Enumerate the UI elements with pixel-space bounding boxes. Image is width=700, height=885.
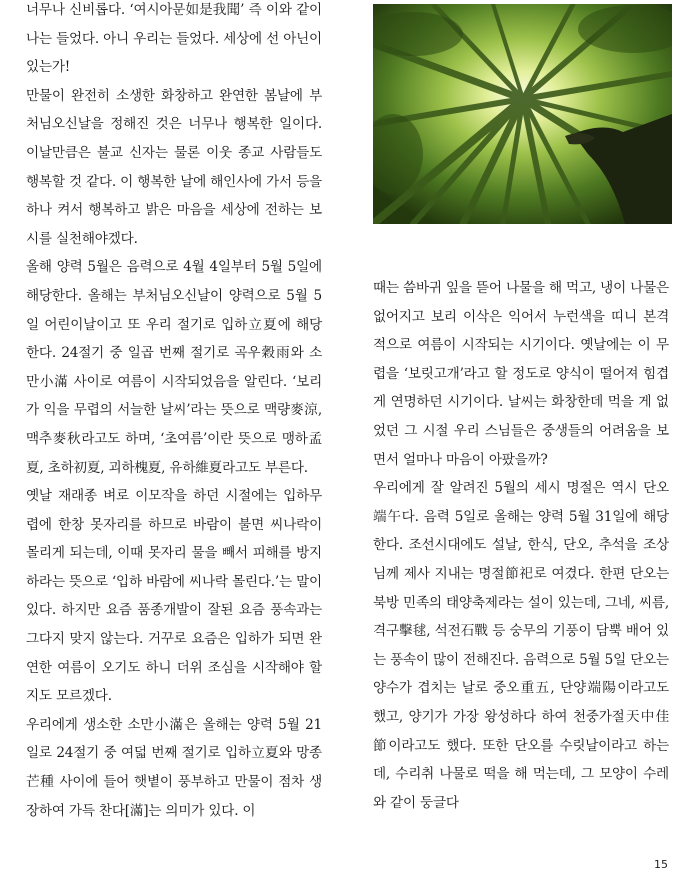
right-text-column bbox=[373, 274, 669, 817]
paragraph: 때는 씀바귀 잎을 뜯어 나물을 해 먹고, 냉이 나물은 없어지고 보리 이삭은 익어서 누런색을 띠니 본격적으로 여름이 시작되는 시기이다. 옛날에는 이 무렵을 ‘보릿고개’라고 할 정도로 양식이 떨어져 힘겹게 연명하던 시기이다. 날씨는 화창한데 먹을 게 없었던 그 시절 우리 스님들은 중생들의 어려움을 보면서 얼마나 마음이 아팠을까? bbox=[373, 280, 669, 468]
paragraph: 올해 양력 5월은 음력으로 4월 4일부터 5월 5일에 해당한다. 올해는 부처님오신날이 양력으로 5월 5일 어린이날이고 또 우리 절기로 입하立夏에 해당한다. 24절기 중 일곱 번째 절기로 곡우穀雨와 소만小滿 사이로 여름이 시작되었음을 알린다. ‘보리가 익을 무렵의 서늘한 날씨’라는 뜻으로 맥량麥涼, 맥추麥秋라고도 하며, ‘초여름’이란 뜻으로 맹하孟夏, 초하初夏, 괴하槐夏, 유하維夏라고도 부른다. bbox=[26, 259, 322, 476]
left-text-column bbox=[26, 0, 322, 825]
paragraph: 우리에게 생소한 소만小滿은 올해는 양력 5월 21일로 24절기 중 여덟 번째 절기로 입하立夏와 망종芒種 사이에 들어 햇볕이 풍부하고 만물이 점차 생장하여 가득 찬다[滿]는 의미가 있다. 이 bbox=[26, 716, 322, 819]
bamboo-forest-photo bbox=[373, 4, 672, 224]
page-number: 15 bbox=[654, 858, 668, 871]
paragraph: 옛날 재래종 벼로 이모작을 하던 시절에는 입하무렵에 한창 못자리를 하므로 바람이 불면 씨나락이 몰리게 되는데, 이때 못자리 물을 빼서 피해를 방지하라는 뜻으로 ‘입하 바람에 씨나락 몰린다.’는 말이 있다. 하지만 요즘 품종개발이 잘된 요즘 풍속과는 그다지 맞지 않는다. 거꾸로 요즘은 입하가 되면 완연한 여름이 오기도 하니 더위 조심을 시작해야 할지도 모르겠다. bbox=[26, 488, 322, 705]
paragraph: 만물이 완전히 소생한 화창하고 완연한 봄날에 부처님오신날을 정해진 것은 너무나 행복한 일이다. 이날만큼은 불교 신자는 물론 이웃 종교 사람들도 행복할 것 같다. 이 행복한 날에 해인사에 가서 등을 하나 켜서 행복하고 밝은 마음을 세상에 전하는 보시를 실천해야겠다. bbox=[26, 87, 322, 247]
paragraph: 우리에게 잘 알려진 5월의 세시 명절은 역시 단오端午다. 음력 5일로 올해는 양력 5월 31일에 해당한다. 조선시대에도 설날, 한식, 단오, 추석을 조상님께 제사 지내는 명절節祀로 여겼다. 한편 단오는 북방 민족의 태양축제라는 설이 있는데, 그네, 씨름, 격구擊毬, 석전石戰 등 숭무의 기풍이 담뿍 배어 있는 풍속이 많이 전해진다. 음력으로 5월 5일 단오는 양수가 겹치는 날로 중오重五, 단양端陽이라고도 했고, 양기가 가장 왕성하다 하여 천중가절天中佳節이라고도 했다. 또한 단오를 수릿날이라고 하는데, 수리취 나물로 떡을 해 먹는데, 그 모양이 수레와 같이 둥글다 bbox=[373, 480, 669, 811]
paragraph: 너무나 신비롭다. ‘여시아문如是我聞’ 즉 이와 같이 나는 들었다. 아니 우리는 들었다. 세상에 선 아닌이 있는가! bbox=[26, 2, 322, 76]
